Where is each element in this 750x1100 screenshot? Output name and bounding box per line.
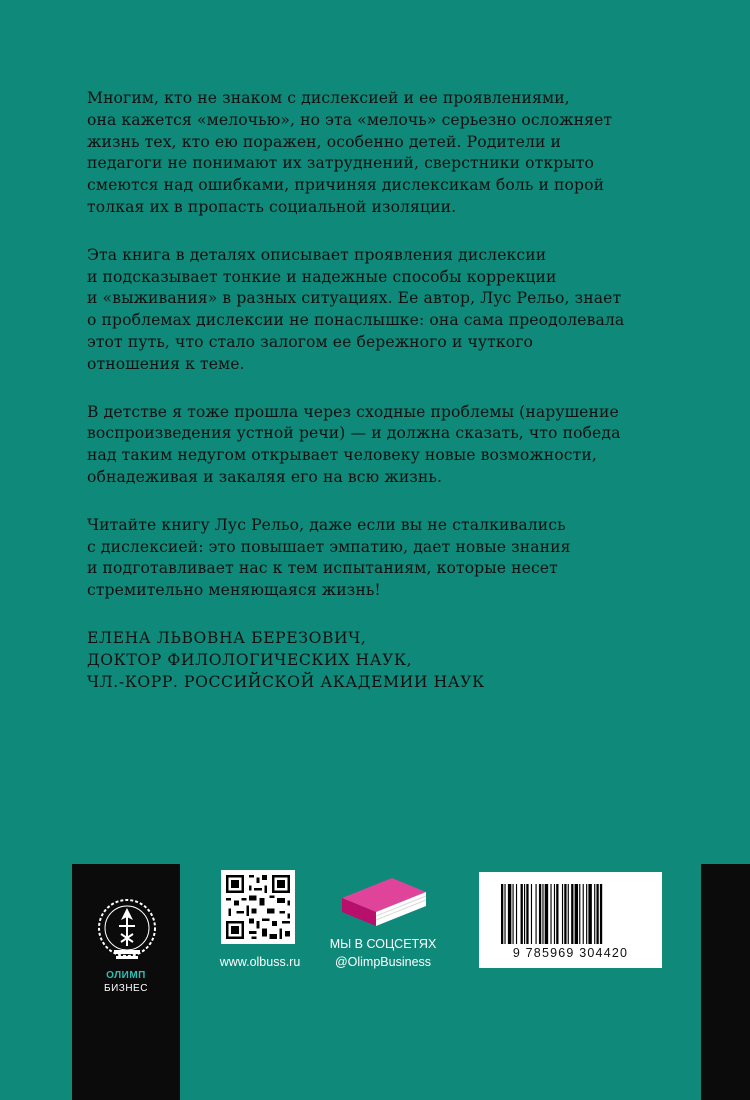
barcode-bar <box>556 884 558 944</box>
barcode-bar <box>588 884 591 944</box>
barcode-bar <box>594 884 595 944</box>
paragraph-2: Эта книга в деталях описывает проявления дислексии и подсказывает тонкие и надежные способы коррекции и «выживания» в разных ситуациях. Ее автор, Лус Рельо, знает о проблемах дислексии не понаслышке: она сама преодолевала этот путь, что стало залогом ее бережного и чуткого отношения к теме. <box>87 245 625 373</box>
barcode-bar <box>501 884 503 944</box>
barcode-bar <box>562 884 563 944</box>
barcode-bar <box>531 884 532 944</box>
barcode-bar <box>564 884 566 944</box>
book-icon <box>338 872 430 930</box>
publisher-logo-icon <box>88 894 166 966</box>
barcode-bar <box>536 884 537 944</box>
social-label: МЫ В СОЦСЕТЯХ @OlimpBusiness <box>329 937 437 969</box>
paragraph-4: Читайте книгу Лус Рельо, даже если вы не сталкивались с дислексией: это повышает эмпатию, дает новые знания и подготавливает нас к тем испытаниям, которые несет стремительно меняющаяся жизнь! <box>87 515 571 600</box>
isbn-number: 9 785969 304420 <box>512 946 629 960</box>
barcode-bar <box>554 884 555 944</box>
barcode-bar <box>521 884 523 944</box>
barcode-bar <box>575 884 578 944</box>
barcode-bars <box>501 884 640 944</box>
qr-code-icon <box>221 870 295 944</box>
barcode-bar <box>513 884 514 944</box>
barcode-bar <box>524 884 525 944</box>
publisher-subname: БИЗНЕС <box>104 983 148 994</box>
barcode-bar <box>516 884 517 944</box>
barcode-bar <box>583 884 584 944</box>
barcode-bar <box>550 884 551 944</box>
back-cover-text <box>87 88 687 693</box>
barcode <box>479 872 662 968</box>
barcode-bar <box>586 884 587 944</box>
paragraph-3: В детстве я тоже прошла через сходные проблемы (нарушение воспроизведения устной речи) — и должна сказать, что победа над таким недугом открывает человеку новые возможности, обнадеживая и закаляя его на всю жизнь. <box>87 402 621 486</box>
barcode-bar <box>504 884 505 944</box>
barcode-bar <box>539 884 541 944</box>
paragraph-1: Многим, кто не знаком с дислексией и ее проявлениями, она кажется «мелочью», но эта «мелочь» серьезно осложняет жизнь тех, кто ею поражен, особенно детей. Родители и педагоги не понимают их затруднений, сверстники открыто смеются над ошибками, причиняя дислексикам боль и порой толкая их в пропасть социальной изоляции. <box>87 89 613 216</box>
publisher-name: ОЛИМП <box>106 970 146 981</box>
barcode-bar <box>596 884 598 944</box>
website-link[interactable]: www.olbuss.ru <box>219 955 301 969</box>
publisher-panel <box>72 864 180 1100</box>
barcode-bar <box>600 884 602 944</box>
barcode-bar <box>545 884 548 944</box>
signature: ЕЛЕНА ЛЬВОВНА БЕРЕЗОВИЧ, ДОКТОР ФИЛОЛОГИЧЕСКИХ НАУК, ЧЛ.-КОРР. РОССИЙСКОЙ АКАДЕМИИ НАУК <box>87 628 485 691</box>
barcode-bar <box>542 884 543 944</box>
right-panel <box>701 864 750 1100</box>
barcode-bar <box>571 884 573 944</box>
barcode-bar <box>579 884 580 944</box>
barcode-bar <box>568 884 569 944</box>
barcode-bar <box>526 884 528 944</box>
barcode-bar <box>508 884 511 944</box>
